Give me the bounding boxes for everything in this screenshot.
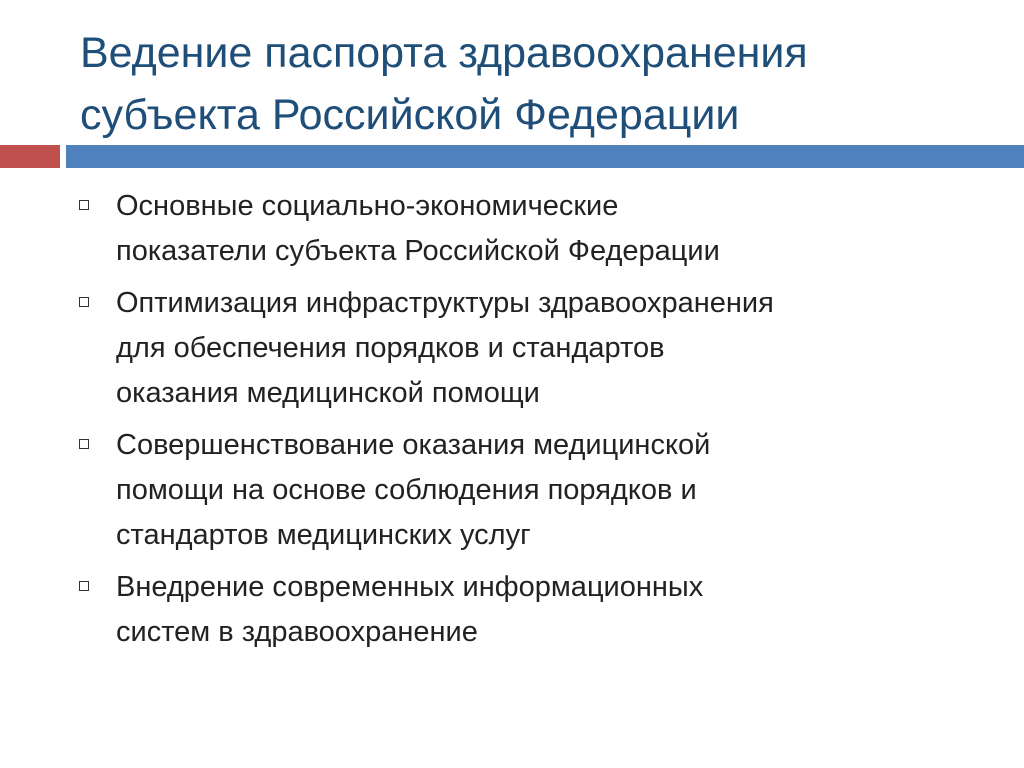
hollow-square-bullet-icon: [79, 581, 89, 591]
bullet-text-line: Внедрение современных информационных: [116, 571, 704, 603]
bullet-item: [76, 184, 996, 274]
bullet-item: [76, 281, 996, 416]
hollow-square-bullet-icon: [79, 297, 89, 307]
bullet-text-line: Оптимизация инфраструктуры здравоохранения: [116, 287, 774, 319]
bullet-text: [116, 565, 996, 655]
bullet-item: [76, 423, 996, 558]
bullet-text: [116, 281, 996, 416]
bullet-text-line: Основные социально-экономические: [116, 190, 619, 222]
bullet-text-line: Совершенствование оказания медицинской: [116, 429, 711, 461]
bullet-list: [76, 184, 996, 662]
bullet-text-line: показатели субъекта Российской Федерации: [116, 235, 720, 267]
bullet-text: [116, 423, 996, 558]
title-divider-red-segment: [0, 145, 60, 168]
slide-title: [80, 22, 980, 146]
slide-title-line: субъекта Российской Федерации: [80, 91, 740, 139]
bullet-text-line: систем в здравоохранение: [116, 616, 478, 648]
bullet-text-line: стандартов медицинских услуг: [116, 519, 531, 551]
slide-title-line: Ведение паспорта здравоохранения: [80, 29, 808, 77]
bullet-item: [76, 565, 996, 655]
bullet-text-line: оказания медицинской помощи: [116, 377, 540, 409]
hollow-square-bullet-icon: [79, 439, 89, 449]
title-divider-blue-segment: [66, 145, 1024, 168]
bullet-text-line: помощи на основе соблюдения порядков и: [116, 474, 697, 506]
bullet-text-line: для обеспечения порядков и стандартов: [116, 332, 665, 364]
hollow-square-bullet-icon: [79, 200, 89, 210]
bullet-text: [116, 184, 996, 274]
